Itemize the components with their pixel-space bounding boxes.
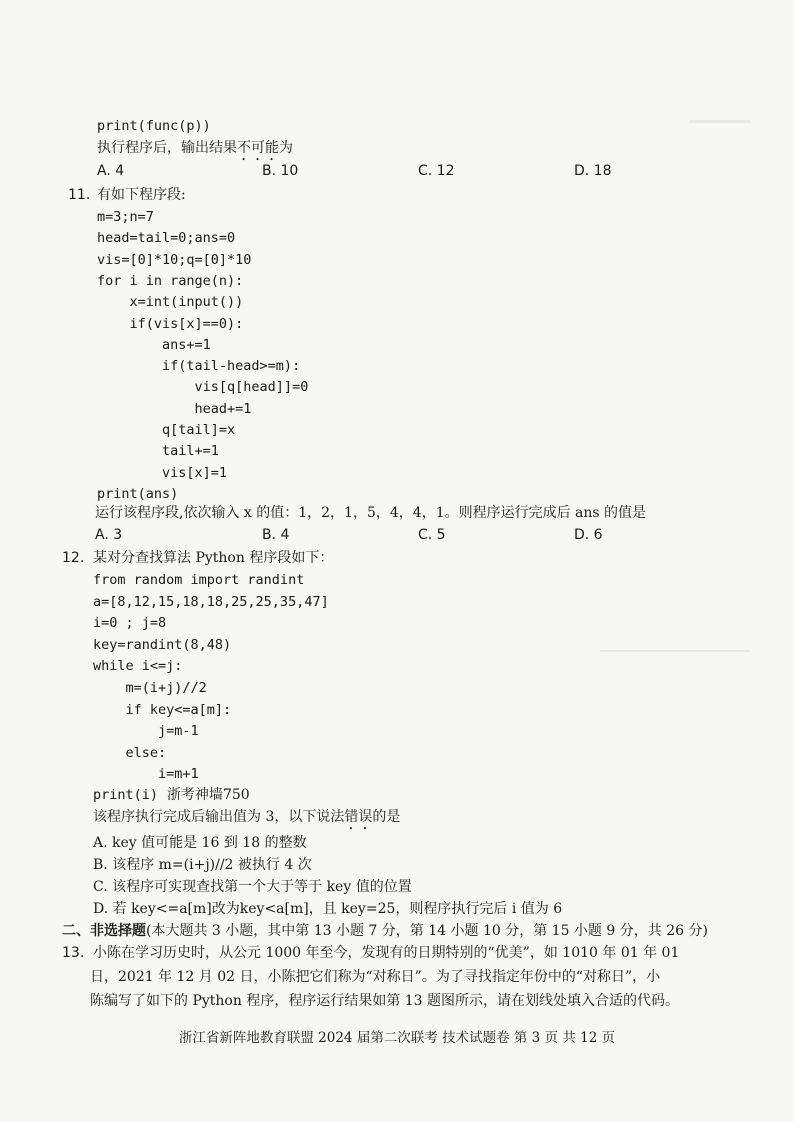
code-line: from random import randint	[93, 572, 305, 588]
q12-option-c: C. 该程序可实现查找第一个大于等于 key 值的位置	[93, 879, 412, 895]
code-line: if(vis[x]==0):	[97, 315, 244, 332]
option-a: A. 3	[95, 527, 123, 543]
q13-text	[90, 941, 733, 1013]
code-line: for i in range(n):	[97, 272, 244, 289]
q13-line: 小陈在学习历史时，从公元 1000 年至今，发现有的日期特别的“优美”，如 1010 年 01 年 01	[93, 945, 680, 961]
q12-prompt	[93, 808, 400, 833]
watermark-text: 浙考神墙750	[166, 787, 250, 803]
code-line: if(tail-head>=m):	[97, 358, 301, 375]
section-2-title: 二、非选择题	[62, 923, 146, 939]
code-line: vis[q[head]]=0	[97, 379, 309, 396]
q10-prompt	[97, 139, 293, 164]
section-2-detail: (本大题共 3 小题，其中第 13 小题 7 分，第 14 小题 10 分，第 15 小题 9 分，共 26 分)	[146, 923, 708, 939]
option-a: A. 4	[97, 163, 125, 179]
option-c: C. 12	[418, 163, 455, 179]
bleed-through-mark	[600, 650, 750, 652]
option-b: B. 10	[262, 163, 299, 179]
section-2-heading	[62, 922, 708, 940]
q12-option-d: D. 若 key<=a[m]改为key<a[m]，且 key=25，则程序执行完后 i 值为 6	[93, 901, 563, 917]
q12-option-a: A. key 值可能是 16 到 18 的整数	[93, 835, 307, 851]
code-line: head=tail=0;ans=0	[97, 230, 236, 247]
code-line: key=randint(8,48)	[93, 636, 232, 653]
q13-line: 陈编写了如下的 Python 程序，程序运行结果如第 13 题图所示，请在划线处填入合适的代码。	[90, 993, 680, 1009]
code-line: x=int(input())	[97, 294, 244, 311]
code-line: head+=1	[97, 400, 252, 417]
q11-number: 11.	[68, 187, 91, 203]
q10-prompt-pre: 执行程序后，输出结果	[97, 140, 237, 156]
q10-code-tail: print(func(p))	[97, 118, 211, 134]
option-b: B. 4	[262, 527, 290, 543]
code-line: ans+=1	[97, 336, 211, 353]
option-d: D. 18	[574, 163, 612, 179]
q13-number: 13.	[62, 945, 85, 961]
q12-print-code: print(i)	[93, 787, 159, 803]
code-line: j=m-1	[93, 723, 199, 740]
q12-stem: 某对分查找算法 Python 程序段如下：	[93, 550, 334, 566]
q12-number: 12.	[62, 550, 85, 566]
q11-stem: 有如下程序段:	[97, 187, 186, 203]
code-line: vis[x]=1	[97, 464, 228, 481]
q11-prompt: 运行该程序段,依次输入 x 的值：1，2，1，5，4，4，1。则程序运行完成后 ans 的值是	[95, 505, 647, 521]
option-c: C. 5	[418, 527, 446, 543]
code-line: if key<=a[m]:	[93, 701, 232, 718]
q12-print-line	[93, 786, 250, 804]
q13-line: 日，2021 年 12 月 02 日，小陈把它们称为“对称日”。为了寻找指定年份中的“对称日”，小	[90, 969, 661, 985]
code-line: q[tail]=x	[97, 422, 236, 438]
code-line: tail+=1	[97, 443, 219, 460]
q10-prompt-emphasis: 不可能	[237, 140, 279, 156]
code-line: print(ans)	[97, 485, 179, 502]
code-line: while i<=j:	[93, 658, 183, 675]
code-line: m=3;n=7	[97, 209, 154, 225]
q12-prompt-pre: 该程序执行完成后输出值为 3，以下说法	[93, 809, 345, 825]
q10-prompt-post: 为	[279, 140, 293, 156]
q12-option-b: B. 该程序 m=(i+j)//2 被执行 4 次	[93, 857, 312, 873]
code-line: i=m+1	[93, 766, 199, 783]
code-line: m=(i+j)//2	[93, 680, 207, 696]
bleed-through-mark	[690, 120, 750, 123]
code-line: vis=[0]*10;q=[0]*10	[97, 251, 252, 268]
code-line: else:	[93, 744, 167, 761]
page-footer: 浙江省新阵地教育联盟 2024 届第二次联考 技术试题卷 第 3 页 共 12 页	[178, 1030, 616, 1046]
option-d: D. 6	[574, 527, 603, 543]
q12-prompt-emphasis: 错误	[344, 809, 373, 825]
code-line: i=0 ; j=8	[93, 615, 167, 632]
q12-prompt-post: 的是	[372, 809, 401, 825]
code-line: a=[8,12,15,18,18,25,25,35,47]	[93, 593, 329, 610]
